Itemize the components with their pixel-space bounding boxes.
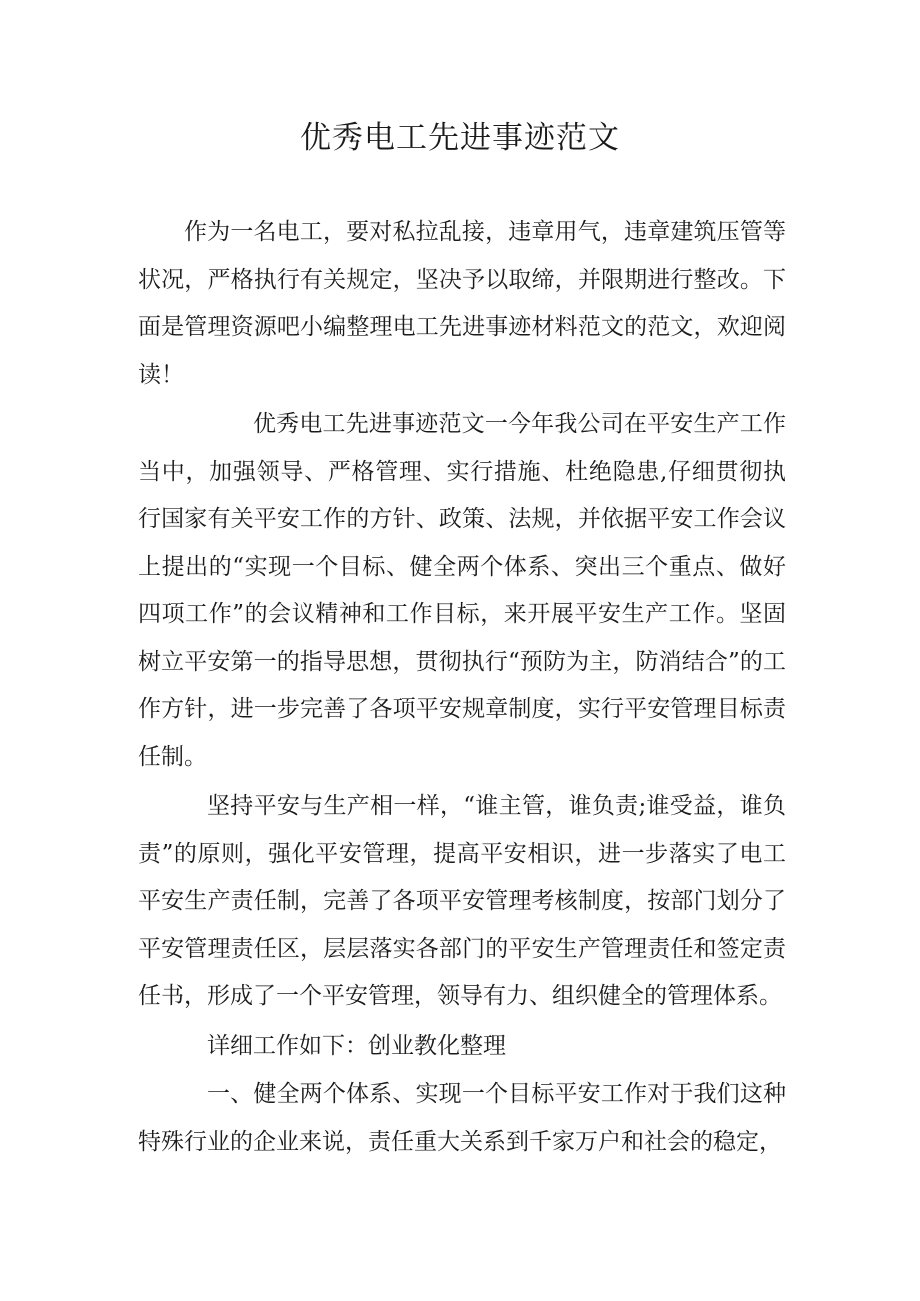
paragraph-principles: 坚持平安与生产相一样，“谁主管，谁负责;谁受益，谁负责”的原则，强化平安管理，提高平安相识，进一步落实了电工平安生产责任制，完善了各项平安管理考核制度，按部门划分了平安管理责任区，层层落实各部门的平安生产管理责任和签定责任书，形成了一个平安管理，领导有力、组织健全的管理体系。	[138, 793, 786, 1009]
paragraph-section-one: 一、健全两个体系、实现一个目标平安工作对于我们这种特殊行业的企业来说，责任重大关系到千家万户和社会的稳定，	[138, 1081, 786, 1155]
paragraph-work-details: 详细工作如下：创业教化整理	[207, 1033, 506, 1059]
paragraph-intro: 作为一名电工，要对私拉乱接，违章用气，违章建筑压管等状况，严格执行有关规定，坚决予以取缔，并限期进行整改。下面是管理资源吧小编整理电工先进事迹材料范文的范文，欢迎阅读！	[138, 219, 786, 388]
paragraph-example-one: 优秀电工先进事迹范文一今年我公司在平安生产工作当中，加强领导、严格管理、实行措施、杜绝隐患,仔细贯彻执行国家有关平安工作的方针、政策、法规，并依据平安工作会议上提出的“实现一个目标、健全两个体系、突出三个重点、做好四项工作”的会议精神和工作目标，来开展平安生产工作。坚固树立平安第一的指导思想，贯彻执行“预防为主，防消结合”的工作方针，进一步完善了各项平安规章制度，实行平安管理目标责任制。	[138, 411, 786, 770]
document-title: 优秀电工先进事迹范文	[300, 120, 620, 156]
